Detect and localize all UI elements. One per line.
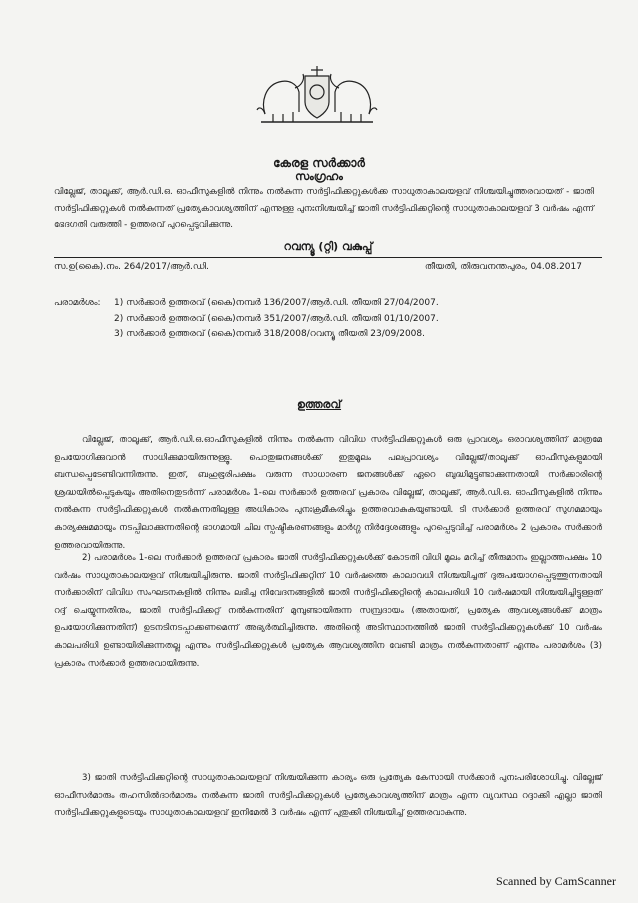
reference-item: 1) സർക്കാർ ഉത്തരവ് (കൈ)നമ്പർ 136/2007/ആർ.ഡി. തീയതി 27/04/2007. xyxy=(114,298,439,308)
reference-item: 3) സർക്കാർ ഉത്തരവ് (കൈ)നമ്പർ 318/2008/റവന്യൂ തീയതി 23/09/2008. xyxy=(114,329,425,339)
references-label: പരാമർശം: xyxy=(54,298,101,308)
paragraph-2: 2) പരാമർശം 1-ലെ സർക്കാർ ഉത്തരവ് പ്രകാരം ജാതി സർട്ടിഫിക്കറ്റുകൾക്ക് കോടതി വിധി മൂലം മറിച്ച് തീരുമാനം ഇല്ലാത്തപക്ഷം 10 വർഷം സാധുതാകാലയളവ് നിശ്ചയിച്ചിരുന്നു. ജാതി സർട്ടിഫിക്കറ്റിന് 10 വർഷത്തെ കാലാവധി നിശ്ചയിച്ചത് ദുരുപയോഗപ്പെടുത്തുന്നതായി സർക്കാരിന് വിവിധ സംഘടനകളിൽ നിന്നും ലഭിച്ച നിവേദനങ്ങളിൽ ജാതി സർട്ടിഫിക്കറ്റിന്റെ കാലപരിധി 10 വർഷമായി നിശ്ചയിച്ചിട്ടുള്ളത് റദ്ദ് ചെയ്യുന്നതിനും, ജാതി സർട്ടിഫിക്കറ്റ് നൽകുന്നതിന് മുമ്പുണ്ടായിരുന്ന സമ്പ്രദായം (അതായത്, പ്രത്യേക ആവശ്യങ്ങൾക്ക് മാത്രം ഉപയോഗിക്കുന്നതിന്) ഉടനടിനടപ്പാക്കണമെന്ന് അഭ്യർത്ഥിച്ചിരുന്നു. അതിന്റെ അടിസ്ഥാനത്തിൽ ജാതി സർട്ടിഫിക്കറ്റുകൾക്ക് 10 വർഷം കാലപരിധി ഉണ്ടായിരിക്കുന്നതല്ല എന്നും സർട്ടിഫിക്കറ്റുകൾ പ്രത്യേക ആവശ്യത്തിന വേണ്ടി മാത്രം നൽകുന്നതാണ് എന്നും പരാമർശം (3) പ്രകാരം സർക്കാർ ഉത്തരവായിരുന്നു. xyxy=(54,553,602,669)
department-title: റവന്യൂ (റ്റി) വകുപ്പ് xyxy=(54,240,602,258)
references-block xyxy=(54,296,439,343)
paragraph-1: വില്ലേജ്, താലൂക്ക്, ആർ.ഡി.ഒ.ഓഫീസുകളിൽ നിന്നും നൽകുന്ന വിവിധ സർട്ടിഫിക്കറ്റുകൾ ഒരു പ്രാവശ്യം ഒരാവശ്യത്തിന് മാത്രമേ ഉപയോഗിക്കുവാൻ സാധിക്കുമായിരുന്നുള്ളൂ. പൊതുജനങ്ങൾക്ക് ഇതുമൂലം പലപ്രാവശ്യം വില്ലേജ്/താലൂക്ക് ഓഫീസുകളുമായി ബന്ധപ്പെടേണ്ടിവന്നിരുന്നു. ഇത്, ബഹുഭൂരിപക്ഷം വരുന്ന സാധാരണ ജനങ്ങൾക്ക് ഏറെ ബുദ്ധിമുട്ടുണ്ടാക്കുന്നതായി സർക്കാരിന്റെ ശ്രദ്ധയിൽപ്പെടുകയും അതിനെതുടർന്ന് പരാമർശം 1-ലെ സർക്കാർ ഉത്തരവ് പ്രകാരം വില്ലേജ്, താലൂക്ക്, ആർ.ഡി.ഒ. ഓഫീസുകളിൽ നിന്നും നൽകുന്ന സർട്ടിഫിക്കറ്റുകൾ നൽകുന്നതിലുള്ള അധികാരം പുനഃക്രമീകരിച്ചും ഉത്തരവാകുകയുണ്ടായി. ടി സർക്കാർ ഉത്തരവ് സുഗമമായും കാര്യക്ഷമമായും നടപ്പിലാക്കുന്നതിന്റെ ഭാഗമായി ചില സ്പഷ്ടീകരണങ്ങളും മാർഗ്ഗ നിർദ്ദേശങ്ങളും പുറപ്പെടുവിച്ച് പരാമർശം 2 പ്രകാരം സർക്കാർ ഉത്തരവായിരുന്നു. xyxy=(54,435,602,551)
government-name: കേരള സർക്കാർ xyxy=(273,156,365,170)
order-date: തീയതി, തിരുവനന്തപുരം, 04.08.2017 xyxy=(424,262,582,272)
reference-item: 2) സർക്കാർ ഉത്തരവ് (കൈ)നമ്പർ 351/2007/ആർ.ഡി. തീയതി 01/10/2007. xyxy=(114,313,439,324)
scanner-watermark: Scanned by CamScanner xyxy=(496,874,616,888)
order-heading: ഉത്തരവ് xyxy=(296,398,342,411)
summary-title: സംഗ്രഹം xyxy=(295,170,343,183)
paragraph-3: 3) ജാതി സർട്ടിഫിക്കറ്റിന്റെ സാധുതാകാലയളവ് നിശ്ചയിക്കുന്ന കാര്യം ഒരു പ്രത്യേക കേസായി സർക്കാർ പുനഃപരിശോധിച്ചു. വില്ലേജ് ഓഫീസർമാരും തഹസിൽദാർമാരും നൽകുന്ന ജാതി സർട്ടിഫിക്കറ്റുകൾ പ്രത്യേകാവശ്യത്തിന് മാത്രം എന്ന വ്യവസ്ഥ റദ്ദാക്കി എല്ലാ ജാതി സർട്ടിഫിക്കറ്റുകളുടെയും സാധുതാകാലയളവ് ഇനിമേൽ 3 വർഷം എന്ന് പുതുക്കി നിശ്ചയിച്ച് ഉത്തരവാകുന്നു. xyxy=(54,773,602,819)
order-number: സ.ഉ(കൈ).നം. 264/2017/ആർ.ഡി. xyxy=(54,262,209,272)
kerala-state-emblem-icon xyxy=(255,62,379,128)
subject-text: വില്ലേജ്, താലൂക്ക്, ആർ.ഡി.ഒ. ഓഫീസുകളിൽ നിന്നും നൽകുന്ന സർട്ടിഫിക്കറ്റുകൾക്ക സാധുതാകാലയളവ് നിശ്ചയിച്ചുത്തരവായത് - ജാതി സർട്ടിഫിക്കറ്റുകൾ നൽകുന്നത് പ്രത്യേകാവശ്യത്തിന് എന്നുള്ള പുനഃനിശ്ചയിച്ച് ജാതി സർട്ടിഫിക്കറ്റിന്റെ സാധുതാകാലയളവ് 3 വർഷം എന്ന് ഭേദഗതി വരുത്തി - ഉത്തരവ് പുറപ്പെടുവിക്കുന്നു. xyxy=(54,187,594,230)
